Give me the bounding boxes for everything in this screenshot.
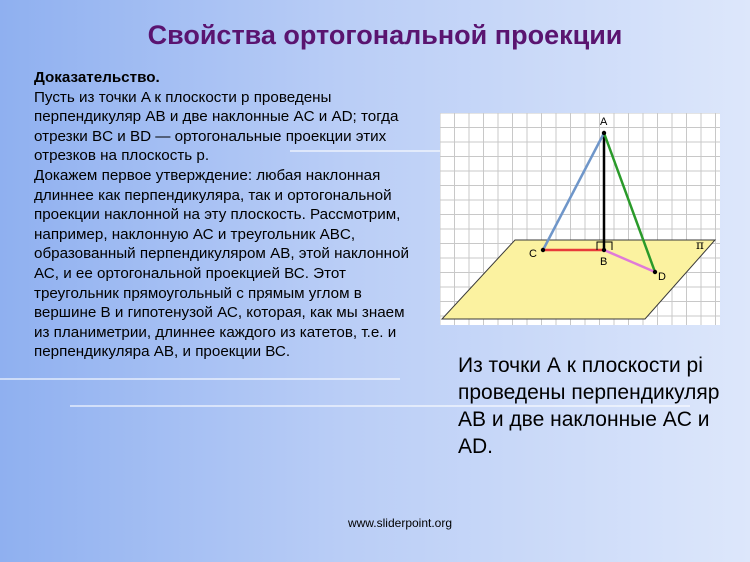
decorative-line-middle — [0, 378, 400, 380]
footer-source: www.sliderpoint.org — [347, 516, 453, 530]
label-d: D — [658, 271, 666, 283]
label-plane-pi: π — [696, 238, 704, 252]
proof-heading: Доказательство. — [34, 69, 160, 86]
plane-pi — [442, 240, 715, 319]
proof-paragraph-setup: Пусть из точки A к плоскости р проведены перпендикуляр AB и две наклонные AC и AD; тогда отрезки BC и BD — ортогональные проекции этих отрезков на плоскость р. — [34, 88, 399, 165]
point-b — [602, 248, 606, 252]
point-d — [653, 270, 657, 274]
geometry-diagram — [440, 113, 720, 325]
proof-paragraph-argument: Докажем первое утверждение: любая наклонная длиннее как перпендикуляра, так и ортогональной проекции наклонной на эту плоскость. Рассмотрим, например, наклонную АС и треугольник ABC, образованный перпендикуляром АВ, этой наклонной АС, и ее ортогональной проекцией ВС. Этот треугольник прямоугольный с прямым углом в вершине В и гипотенузой АС, которая, как мы знаем из планиметрии, длиннее каждого из катетов, т.е. и перпендикуляра АВ, и проекции ВС. — [34, 166, 409, 361]
slide-title: Свойства ортогональной проекции — [147, 20, 623, 50]
geometry-figure — [440, 113, 720, 325]
label-c: C — [529, 248, 537, 260]
label-a: A — [600, 116, 608, 128]
point-c — [541, 248, 545, 252]
proof-text-block — [34, 68, 414, 362]
inclined-ac — [543, 133, 604, 250]
figure-caption: Из точки А к плоскости pi проведены перпендикуляр AB и две наклонные AC и AD. — [458, 354, 720, 458]
label-b: B — [600, 256, 608, 268]
point-a — [602, 131, 606, 135]
